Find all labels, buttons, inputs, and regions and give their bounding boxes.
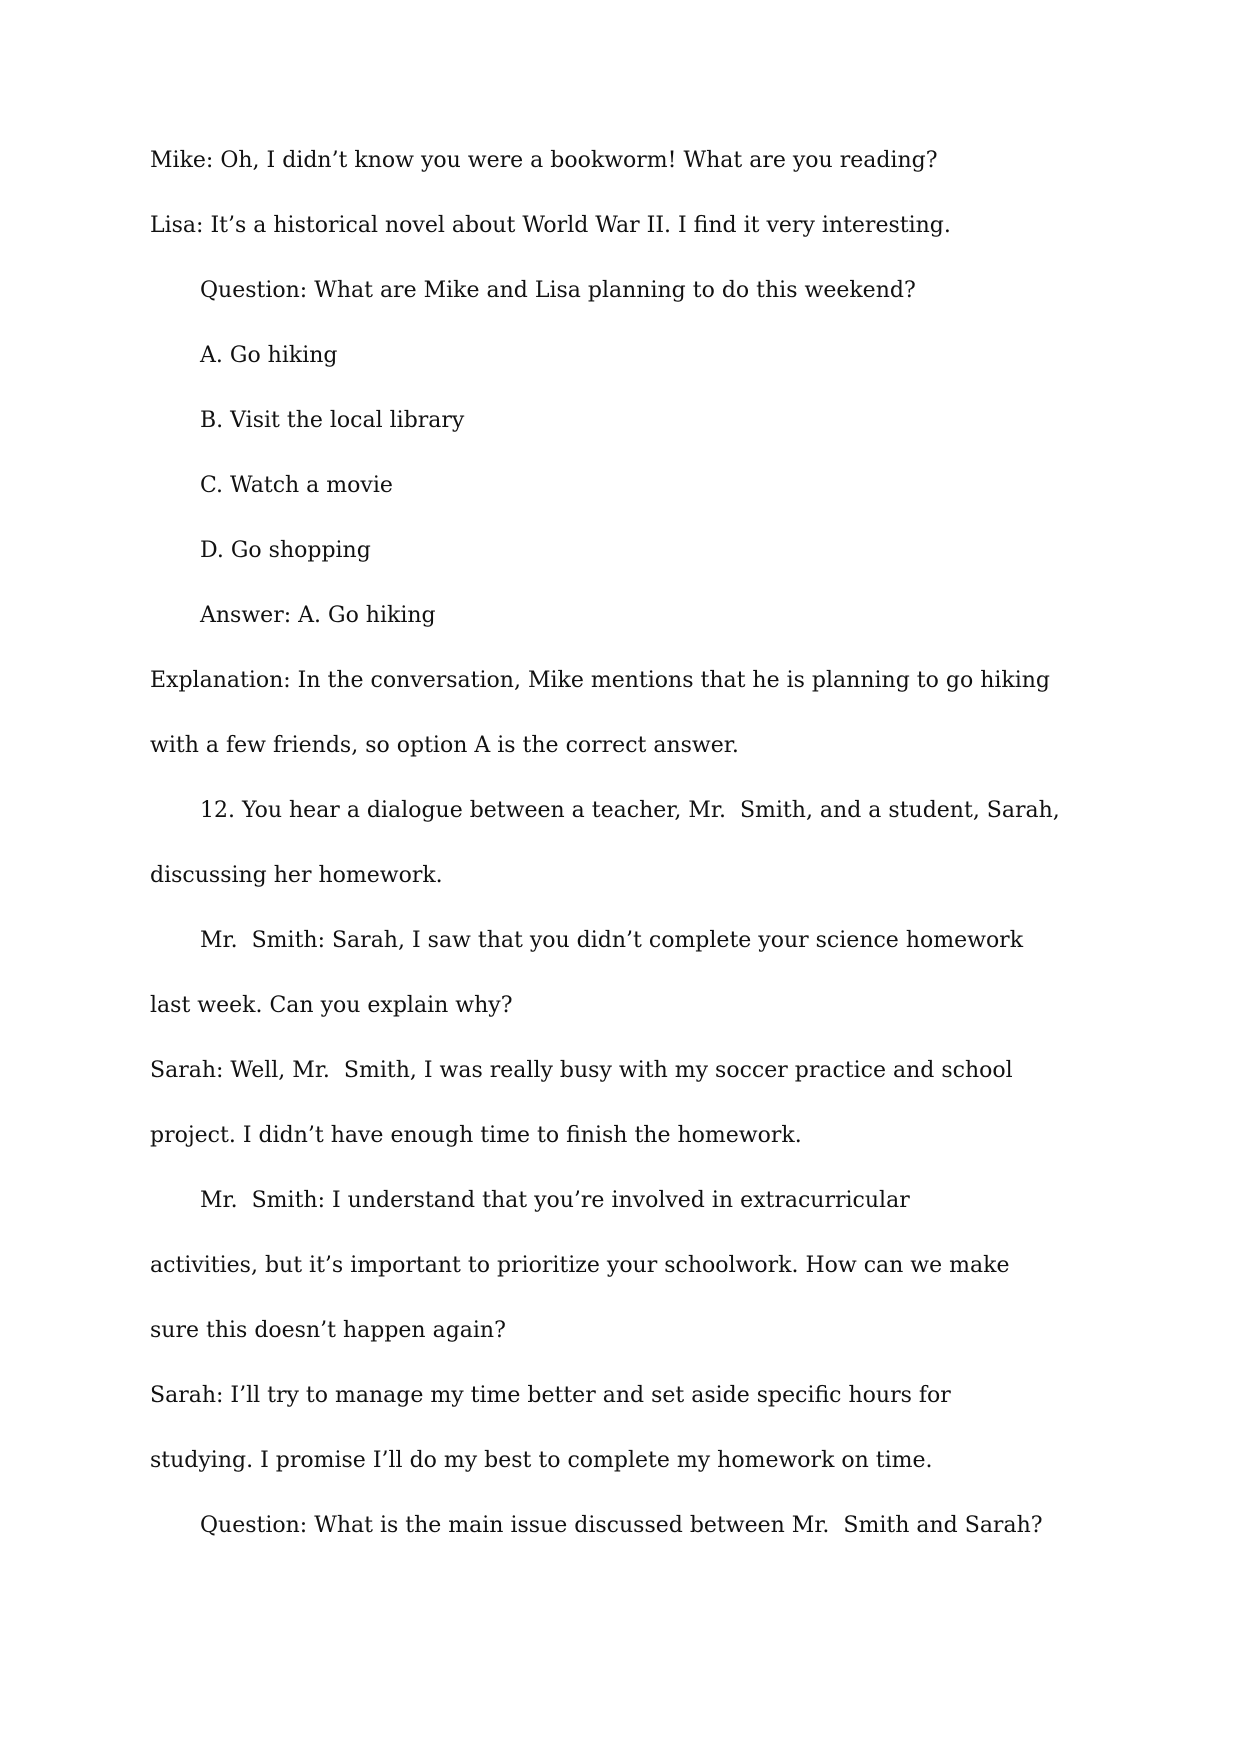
- explanation-text: Explanation: In the conversation, Mike mentions that he is planning to go hiking: [150, 668, 1051, 693]
- dialogue-line-mike: Mike: Oh, I didn’t know you were a bookworm! What are you reading?: [150, 148, 938, 173]
- dialogue-line-sarah: Sarah: I’ll try to manage my time better and set aside specific hours for: [150, 1383, 951, 1408]
- option-a: A. Go hiking: [200, 343, 338, 368]
- dialogue-line-sarah-continued: studying. I promise I’ll do my best to complete my homework on time.: [150, 1448, 933, 1473]
- dialogue-line-mr-smith-continued: activities, but it’s important to prioritize your schoolwork. How can we make: [150, 1253, 1010, 1278]
- dialogue-line-lisa: Lisa: It’s a historical novel about World War II. I find it very interesting.: [150, 213, 951, 238]
- explanation-text-continued: with a few friends, so option A is the correct answer.: [150, 733, 739, 758]
- question-text: Question: What is the main issue discussed between Mr. Smith and Sarah?: [200, 1513, 1043, 1538]
- document-body: [150, 146, 1100, 1576]
- dialogue-line-sarah-continued: project. I didn’t have enough time to finish the homework.: [150, 1123, 802, 1148]
- option-b: B. Visit the local library: [200, 408, 465, 433]
- item-12-intro: 12. You hear a dialogue between a teacher, Mr. Smith, and a student, Sarah,: [200, 798, 1060, 823]
- option-d: D. Go shopping: [200, 538, 371, 563]
- item-12-intro-continued: discussing her homework.: [150, 863, 443, 888]
- option-c: C. Watch a movie: [200, 473, 393, 498]
- dialogue-line-sarah: Sarah: Well, Mr. Smith, I was really busy with my soccer practice and school: [150, 1058, 1013, 1083]
- dialogue-line-mr-smith: Mr. Smith: Sarah, I saw that you didn’t complete your science homework: [200, 928, 1024, 953]
- answer-text: Answer: A. Go hiking: [200, 603, 436, 628]
- dialogue-line-mr-smith-continued: last week. Can you explain why?: [150, 993, 513, 1018]
- question-text: Question: What are Mike and Lisa planning to do this weekend?: [200, 278, 916, 303]
- dialogue-line-mr-smith-continued: sure this doesn’t happen again?: [150, 1318, 506, 1343]
- dialogue-line-mr-smith: Mr. Smith: I understand that you’re involved in extracurricular: [200, 1188, 910, 1213]
